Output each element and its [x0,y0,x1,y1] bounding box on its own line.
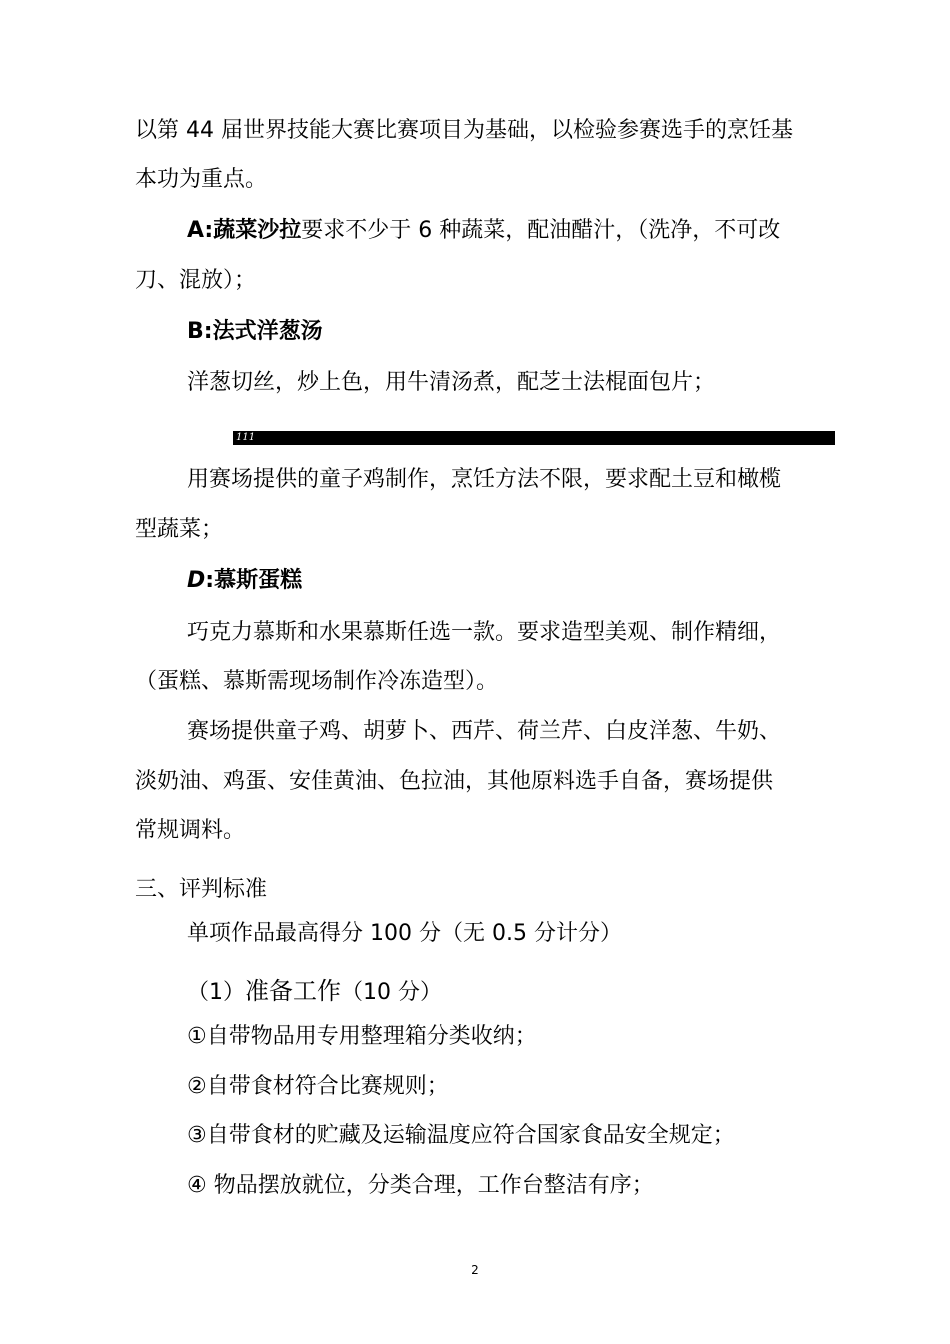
item-c-line-2: 型蔬菜； [135,517,224,542]
subsection-score: （10 分） [341,980,442,1005]
intro-line-1: 以第 44 届世界技能大赛比赛项目为基础，以检验参赛选手的烹饪基 [135,118,793,143]
redaction-bar-label: 111 [236,432,256,443]
item-d-title: 慕斯蛋糕 [214,568,303,593]
subsection-heading [187,976,442,1008]
subsection-open: （1） [187,980,245,1005]
item-a-line-1 [187,216,780,246]
page-number: 2 [471,1263,479,1277]
score-line: 单项作品最高得分 100 分（无 0.5 分计分） [187,921,622,946]
item-b-description: 洋葱切丝，炒上色，用牛清汤煮，配芝士法棍面包片； [187,370,716,395]
section-three-heading: 三、评判标准 [135,877,268,902]
item-b-heading [187,317,323,347]
item-a-prefix: A: [187,218,214,243]
item-a-line-2: 刀、混放）； [135,268,257,293]
item-d-prefix: D [187,568,206,593]
criteria-item-3: ③自带食材的贮藏及运输温度应符合国家食品安全规定； [187,1123,735,1148]
criteria-item-4: ④ 物品摆放就位，分类合理，工作台整洁有序； [187,1173,654,1198]
redaction-bar [233,431,835,445]
ingredients-line-3: 常规调料。 [135,818,246,843]
intro-line-2: 本功为重点。 [135,167,268,192]
item-a-text: 要求不少于 6 种蔬菜，配油醋汁，（洗净，不可改 [301,218,781,243]
subsection-title: 准备工作 [245,977,341,1005]
item-b-title: 法式洋葱汤 [212,319,323,344]
criteria-item-1: ①自带物品用专用整理箱分类收纳； [187,1024,537,1049]
item-d-heading [187,566,302,596]
item-a-title: 蔬菜沙拉 [213,218,302,243]
item-c-line-1: 用赛场提供的童子鸡制作，烹饪方法不限，要求配土豆和橄榄 [187,467,782,492]
ingredients-line-2: 淡奶油、鸡蛋、安佳黄油、色拉油，其他原料选手自备，赛场提供 [135,769,774,794]
item-d-colon: : [205,568,215,593]
criteria-item-2: ②自带食材符合比赛规则； [187,1074,449,1099]
item-b-prefix: B: [187,319,213,344]
ingredients-line-1: 赛场提供童子鸡、胡萝卜、西芹、荷兰芹、白皮洋葱、牛奶、 [187,719,782,744]
item-d-line-2: （蛋糕、慕斯需现场制作冷冻造型）。 [135,669,499,694]
item-d-line-1: 巧克力慕斯和水果慕斯任选一款。要求造型美观、制作精细， [187,620,782,645]
